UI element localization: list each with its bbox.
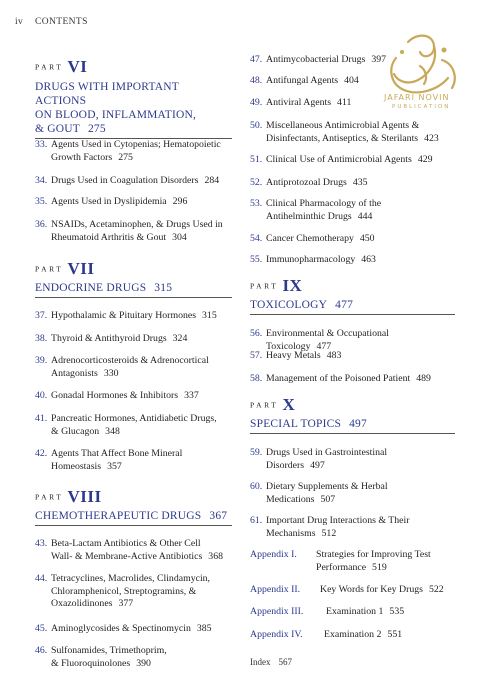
toc-entry-35[interactable] (35, 196, 232, 209)
chapter-title: Homeostasis (51, 460, 102, 472)
chapter-number: 60. (250, 481, 263, 492)
toc-entry-44[interactable] (35, 573, 232, 611)
chapter-number: 49. (250, 97, 263, 108)
chapter-number: 61. (250, 515, 263, 526)
chapter-title: Gonadal Hormones & Inhibitors (51, 390, 179, 401)
chapter-title: & Fluoroquinolones (51, 657, 131, 669)
part-label: PART (35, 264, 64, 274)
toc-entry-37[interactable] (35, 310, 232, 323)
toc-entry-52[interactable] (250, 177, 455, 190)
chapter-title: & Glucagon (51, 425, 100, 437)
chapter-title: Antifungal Agents (266, 75, 339, 86)
chapter-title: Environmental & Occupational Toxicology (266, 328, 389, 352)
chapter-title: Immunopharmacology (266, 254, 356, 265)
chapter-page: 284 (204, 175, 220, 186)
toc-entry-34[interactable] (35, 175, 232, 188)
part-page: 497 (349, 418, 367, 430)
chapter-page: 497 (310, 459, 325, 471)
part-title (35, 281, 232, 298)
chapter-page: 304 (172, 231, 187, 243)
part-title (35, 80, 232, 139)
chapter-number: 48. (250, 75, 263, 86)
part-title-line: ENDOCRINE DRUGS (35, 282, 147, 294)
chapter-page: 463 (361, 254, 376, 265)
chapter-number: 36. (35, 219, 48, 230)
chapter-title: Hypothalamic & Pituitary Hormones (51, 310, 197, 321)
chapter-title: Clinical Pharmacology of the (266, 198, 382, 209)
chapter-title: Antiprotozoal Drugs (266, 177, 347, 188)
chapter-number: 59. (250, 447, 263, 458)
chapter-page: 429 (417, 154, 433, 165)
chapter-page: 330 (103, 367, 119, 379)
chapter-title: Mechanisms (266, 527, 316, 539)
chapter-title: Agents Used in Dyslipidemia (51, 196, 167, 207)
toc-entry-40[interactable] (35, 390, 232, 403)
chapter-number: 51. (250, 154, 263, 165)
appendix-number: Appendix II. (250, 584, 301, 595)
part-label: PART (250, 281, 279, 291)
chapter-page: 507 (320, 493, 336, 505)
chapter-title: Chloramphenicol, Streptogramins, & (51, 585, 197, 597)
chapter-title: Medications (266, 493, 315, 505)
part-viii-heading (35, 487, 232, 526)
chapter-number: 43. (35, 538, 48, 549)
chapter-title: Dietary Supplements & Herbal (266, 481, 388, 492)
toc-entry-42[interactable] (35, 448, 232, 473)
toc-entry-57[interactable] (250, 350, 455, 363)
chapter-title: Thyroid & Antithyroid Drugs (51, 333, 167, 344)
chapter-page: 337 (184, 390, 199, 401)
part-title (35, 509, 232, 526)
part-number: X (282, 395, 296, 414)
appendix-number: Appendix IV. (250, 629, 303, 640)
chapter-page: 348 (105, 425, 120, 437)
index-page: 567 (278, 657, 292, 667)
header-title: CONTENTS (34, 17, 88, 27)
appendix-title: Examination 2 (324, 629, 382, 640)
part-title-line: TOXICOLOGY (250, 299, 328, 311)
chapter-page: 489 (416, 373, 431, 384)
chapter-number: 55. (250, 254, 263, 265)
chapter-title: Clinical Use of Antimicrobial Agents (266, 154, 412, 165)
appendix-title: Strategies for Improving Test (316, 549, 431, 560)
toc-entry-58[interactable] (250, 373, 455, 386)
chapter-title: Rheumatoid Arthritis & Gout (51, 231, 167, 243)
chapter-number: 40. (35, 390, 48, 401)
chapter-page: 404 (344, 75, 359, 86)
chapter-page: 512 (321, 527, 337, 539)
chapter-page: 450 (359, 233, 375, 244)
index-label: Index (250, 657, 271, 667)
chapter-page: 385 (196, 623, 212, 634)
part-title (250, 417, 455, 434)
chapter-page: 357 (107, 460, 122, 472)
chapter-title: Antiviral Agents (266, 97, 332, 108)
chapter-title: Tetracyclines, Macrolides, Clindamycin, (51, 573, 211, 584)
part-label: PART (250, 400, 279, 410)
chapter-page: 275 (118, 151, 133, 163)
toc-entry-55[interactable] (250, 254, 455, 267)
toc-appendix-2[interactable] (250, 584, 455, 597)
chapter-title: Sulfonamides, Trimethoprim, (51, 645, 167, 656)
appendix-page: 522 (428, 584, 444, 595)
part-title-line: SPECIAL TOPICS (250, 418, 342, 430)
chapter-number: 44. (35, 573, 48, 584)
chapter-number: 57. (250, 350, 263, 361)
chapter-title: Growth Factors (51, 151, 113, 163)
chapter-number: 50. (250, 120, 263, 131)
appendix-title: Examination 1 (326, 606, 384, 617)
chapter-title: Aminoglycosides & Spectinomycin (51, 623, 191, 634)
toc-entry-46[interactable] (35, 645, 232, 670)
toc-entry-43[interactable] (35, 538, 232, 563)
toc-entry-51[interactable] (250, 154, 455, 167)
chapter-page: 444 (357, 210, 373, 222)
toc-appendix-1[interactable] (250, 549, 455, 574)
logo-subtitle: PUBLICATION (392, 104, 451, 110)
toc-entry-61[interactable] (250, 515, 455, 540)
appendix-title: Key Words for Key Drugs (320, 584, 423, 595)
toc-entry-36[interactable] (35, 219, 232, 244)
chapter-number: 39. (35, 355, 48, 366)
chapter-title: Disinfectants, Antiseptics, & Sterilants (266, 132, 419, 144)
chapter-title: Beta-Lactam Antibiotics & Other Cell (51, 538, 201, 549)
chapter-page: 477 (316, 340, 332, 352)
chapter-page: 377 (118, 598, 134, 609)
chapter-page: 324 (172, 333, 188, 344)
part-page: 477 (335, 299, 354, 311)
chapter-page: 368 (208, 550, 223, 562)
chapter-number: 33. (35, 139, 48, 150)
chapter-number: 58. (250, 373, 263, 384)
part-title-line: ON BLOOD, INFLAMMATION, (35, 109, 197, 121)
chapter-page: 411 (337, 97, 352, 108)
part-title-line: CHEMOTHERAPEUTIC DRUGS (35, 510, 202, 522)
chapter-number: 45. (35, 623, 48, 634)
part-number: VIII (67, 487, 102, 506)
chapter-number: 41. (35, 413, 48, 424)
logo-wordmark: JAFARI NOVIN (384, 93, 450, 102)
chapter-title: Heavy Metals (266, 350, 321, 361)
toc-appendix-4[interactable] (250, 629, 455, 642)
part-label: PART (35, 62, 64, 72)
chapter-page: 390 (136, 657, 151, 669)
part-ix-heading (250, 276, 455, 315)
chapter-title: Drugs Used in Gastrointestinal (266, 447, 388, 458)
toc-entry-45[interactable] (35, 623, 232, 636)
toc-entry-38[interactable] (35, 333, 232, 346)
running-header (15, 17, 88, 27)
part-number: VI (67, 57, 88, 76)
appendix-page: 519 (372, 561, 387, 573)
part-number: VII (67, 259, 95, 278)
chapter-title: NSAIDs, Acetaminophen, & Drugs Used in (51, 219, 223, 230)
part-page: 367 (209, 510, 228, 522)
toc-entry-54[interactable] (250, 233, 455, 246)
chapter-title: Pancreatic Hormones, Antidiabetic Drugs, (51, 413, 217, 424)
chapter-title: Antihelminthic Drugs (266, 210, 352, 222)
chapter-title: Disorders (266, 459, 305, 471)
chapter-number: 35. (35, 196, 48, 207)
toc-index[interactable] (250, 657, 292, 667)
chapter-number: 37. (35, 310, 48, 321)
chapter-number: 42. (35, 448, 48, 459)
part-vi-heading (35, 57, 232, 139)
chapter-title: Cancer Chemotherapy (266, 233, 354, 244)
chapter-title: Antimycobacterial Drugs (266, 54, 366, 65)
appendix-number: Appendix III. (250, 606, 304, 617)
chapter-page: 435 (352, 177, 368, 188)
chapter-number: 38. (35, 333, 48, 344)
chapter-title: Agents Used in Cytopenias; Hematopoietic (51, 139, 221, 150)
part-x-heading (250, 395, 455, 434)
chapter-title: Agents That Affect Bone Mineral (51, 448, 183, 459)
chapter-title: Drugs Used in Coagulation Disorders (51, 175, 199, 186)
part-vii-heading (35, 259, 232, 298)
toc-entry-33[interactable] (35, 139, 232, 164)
toc-entry-59[interactable] (250, 447, 455, 472)
chapter-title: Management of the Poisoned Patient (266, 373, 411, 384)
page-number: iv (15, 17, 24, 27)
chapter-title: Wall- & Membrane-Active Antibiotics (51, 550, 203, 562)
part-page: 315 (154, 282, 173, 294)
chapter-number: 56. (250, 328, 263, 339)
appendix-page: 551 (387, 629, 403, 640)
toc-entry-60[interactable] (250, 481, 455, 506)
chapter-page: 296 (172, 196, 188, 207)
chapter-title: Oxazolidinones (51, 598, 113, 609)
chapter-number: 34. (35, 175, 48, 186)
chapter-title: Antagonists (51, 367, 98, 379)
chapter-title: Adrenocorticosteroids & Adrenocortical (51, 355, 209, 366)
toc-entry-41[interactable] (35, 413, 232, 438)
toc-entry-53[interactable] (250, 198, 455, 223)
chapter-page: 483 (326, 350, 342, 361)
chapter-page: 315 (202, 310, 217, 321)
chapter-number: 47. (250, 54, 263, 65)
toc-entry-39[interactable] (35, 355, 232, 380)
appendix-page: 535 (389, 606, 405, 617)
part-title-line: DRUGS WITH IMPORTANT ACTIONS (35, 81, 179, 107)
chapter-page: 397 (371, 54, 387, 65)
publisher-logo (378, 30, 468, 130)
chapter-page: 423 (424, 132, 439, 144)
appendix-number: Appendix I. (250, 549, 297, 560)
appendix-title: Performance (316, 561, 367, 573)
part-label: PART (35, 492, 64, 502)
chapter-number: 52. (250, 177, 263, 188)
chapter-number: 46. (35, 645, 48, 656)
part-number: IX (282, 276, 303, 295)
toc-appendix-3[interactable] (250, 606, 455, 619)
part-title (250, 298, 455, 315)
part-title-line: & GOUT (35, 123, 80, 135)
chapter-title: Important Drug Interactions & Their (266, 515, 410, 526)
chapter-title: Miscellaneous Antimicrobial Agents & (266, 120, 420, 131)
chapter-number: 54. (250, 233, 263, 244)
part-page: 275 (87, 123, 106, 135)
chapter-number: 53. (250, 198, 263, 209)
